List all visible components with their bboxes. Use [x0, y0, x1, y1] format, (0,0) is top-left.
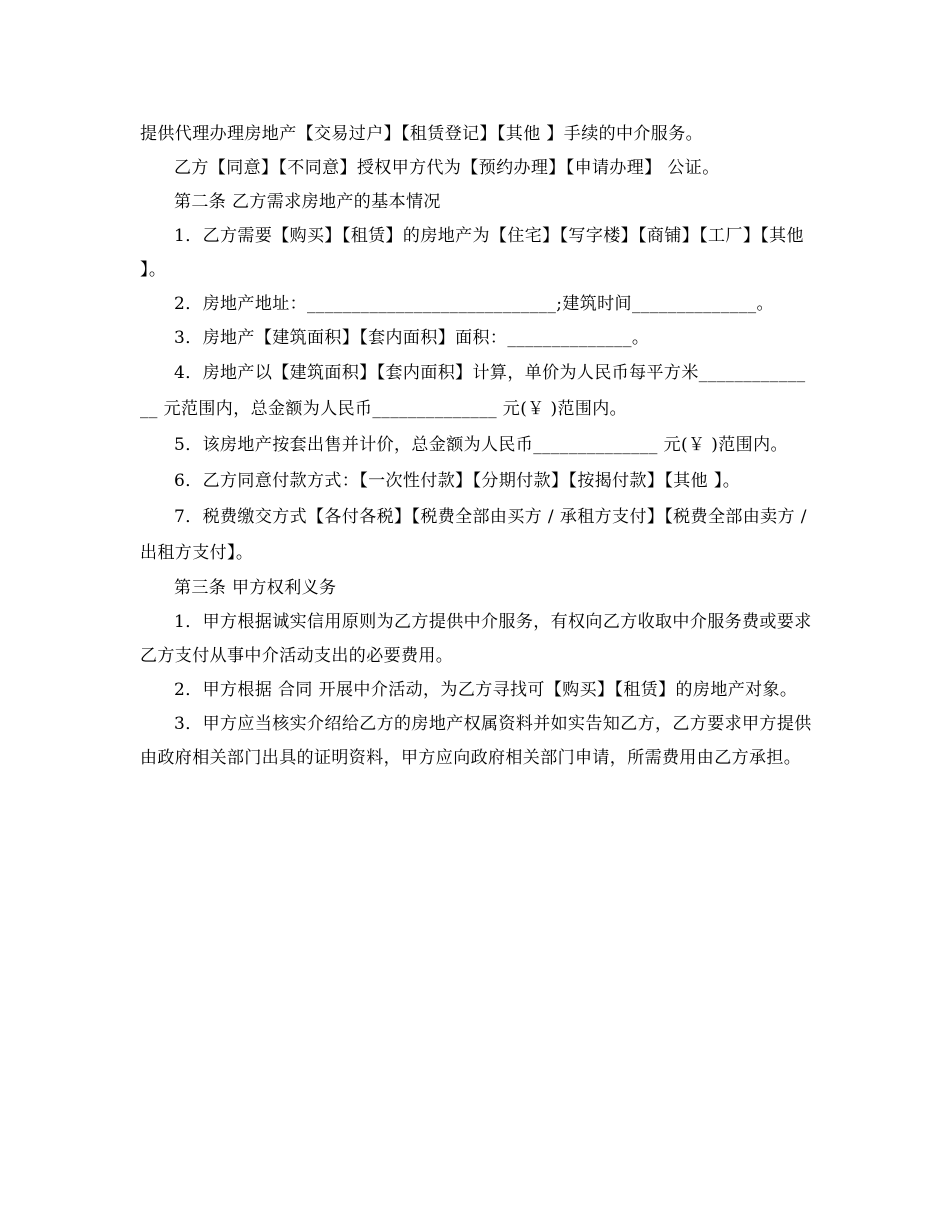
- paragraph-tax-payment: 7．税费缴交方式【各付各税】【税费全部由买方 / 承租方支付】【税费全部由卖方 / 出租方支付】。: [140, 507, 807, 563]
- paragraph-payment-method: 6．乙方同意付款方式：【一次性付款】【分期付款】【按揭付款】【其他 】。: [174, 471, 741, 491]
- paragraph-total-price: 5．该房地产按套出售并计价，总金额为人民币______________ 元(￥ )范围内。: [174, 435, 788, 455]
- article-three-heading: 第三条 甲方权利义务: [174, 578, 337, 598]
- paragraph-property-address: 2．房地产地址：____________________________;建筑时间______________。: [174, 294, 774, 314]
- paragraph-property-type: 1．乙方需要【购买】【租赁】的房地产为【住宅】【写字楼】【商铺】【工厂】【其他 】。: [140, 226, 804, 280]
- paragraph-unit-price: 4．房地产以【建筑面积】【套内面积】计算，单价为人民币每平方米______________ 元范围内，总金额为人民币______________ 元(￥ )范围内。: [140, 363, 806, 419]
- paragraph-agency-scope: 提供代理办理房地产【交易过户】【租赁登记】【其他 】手续的中介服务。: [140, 124, 704, 144]
- paragraph-party-a-verification: 3．甲方应当核实介绍给乙方的房地产权属资料并如实告知乙方，乙方要求甲方提供由政府相关部门出具的证明资料，甲方应向政府相关部门申请，所需费用由乙方承担。: [140, 714, 812, 768]
- article-two-heading: 第二条 乙方需求房地产的基本情况: [174, 192, 441, 212]
- document-page: [140, 117, 812, 775]
- paragraph-notary-authorization: 乙方【同意】【不同意】授权甲方代为【预约办理】【申请办理】 公证。: [174, 158, 720, 178]
- paragraph-property-area: 3．房地产【建筑面积】【套内面积】面积：______________。: [174, 328, 650, 348]
- paragraph-party-a-search: 2．甲方根据 合同 开展中介活动，为乙方寻找可【购买】【租赁】的房地产对象。: [174, 680, 798, 700]
- paragraph-party-a-fees: 1．甲方根据诚实信用原则为乙方提供中介服务，有权向乙方收取中介服务费或要求乙方支付从事中介活动支出的必要费用。: [140, 612, 812, 666]
